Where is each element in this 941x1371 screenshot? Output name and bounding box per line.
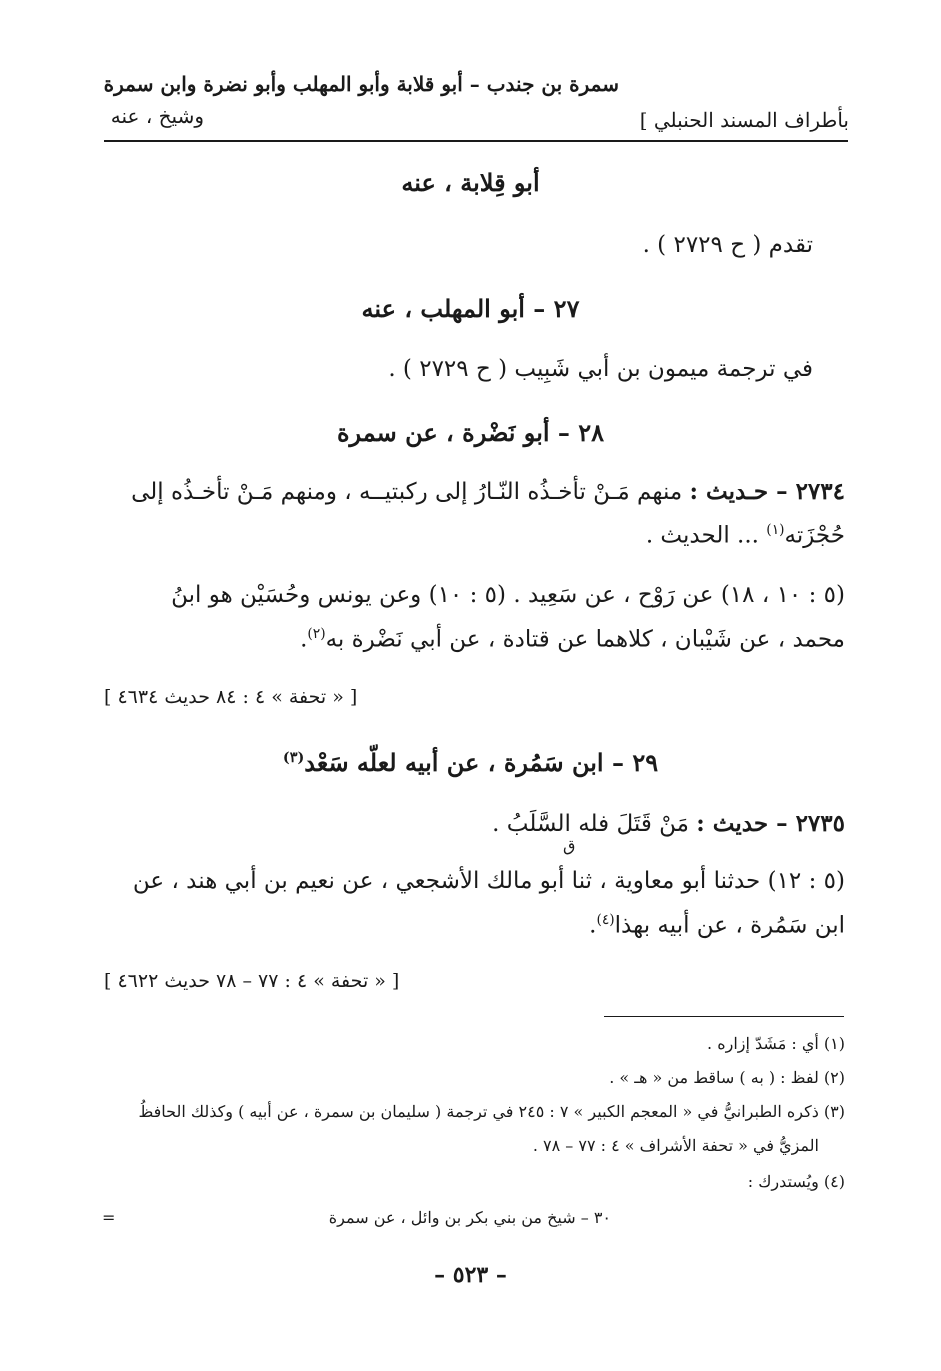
footnote-4-text: ويُستدرك :	[747, 1172, 819, 1191]
footnote-1	[707, 1034, 845, 1053]
hadith-2734-text-line1: منهم مَـنْ تأخـذُه النّـارُ إلى ركبتيــه ، ومنهم مَـنْ تأخـذُه إلى	[131, 479, 683, 505]
page-number: – ٥٢٣ –	[434, 1262, 507, 1288]
section-body-abu-qilaba: تقدم ( ح ٢٧٢٩ ) .	[642, 232, 813, 258]
footnote-3	[138, 1102, 845, 1121]
header-title-line1: سمرة بن جندب – أبو قلابة وأبو المهلب وأبو نضرة وابن سمرة	[103, 72, 619, 96]
footnote-ref-4: (٤)	[596, 912, 615, 928]
hadith-2735-isnad-line1: (٥ : ١٢) حدثنا أبو معاوية ، ثنا أبو مالك الأشجعي ، عن نعيم بن أبي هند ، عن	[132, 868, 845, 894]
section-heading-29	[0, 748, 941, 777]
footnote-4	[748, 1172, 845, 1191]
hadith-2734-isnad-line1: (٥ : ١٠ ، ١٨) عن رَوْح ، عن سَعِيد . (٥ : ١٠) وعن يونس وحُسَيْن هو ابنُ	[171, 582, 845, 608]
footnote-continuation-entry: ٣٠ – شيخ من بني بكر بن وائل ، عن سمرة	[328, 1208, 611, 1227]
hadith-2734-isnad-line2	[300, 626, 845, 653]
hadith-2735-marginal-mark: ق	[563, 836, 576, 855]
hadith-2735-line	[492, 810, 845, 837]
header-book-title: بأطراف المسند الحنبلي ]	[639, 108, 849, 132]
footnote-4-number: (٤)	[823, 1172, 845, 1191]
footnote-2-number: (٢)	[823, 1068, 845, 1087]
hadith-2734-tuhfa-ref: [ « تحفة » ٤ : ٨٤ حديث ٤٦٣٤ ]	[104, 686, 358, 708]
footnote-3-number: (٣)	[823, 1102, 845, 1121]
footnote-3-continuation: المزيُّ في « تحفة الأشراف » ٤ : ٧٧ – ٧٨ .	[532, 1136, 819, 1155]
hadith-2734-isnad-text: محمد ، عن شَيْبان ، كلاهما عن قتادة ، عن أبي نَضْرة به	[325, 626, 845, 653]
footnote-2-text: لفظ : ( به ) ساقط من « هـ » .	[609, 1068, 819, 1087]
section-body-27: في ترجمة ميمون بن أبي شَبِيب ( ح ٢٧٢٩ ) .	[388, 356, 813, 382]
hadith-2734-line1	[101, 478, 845, 505]
section-heading-28: ٢٨ – أبو نَضْرة ، عن سمرة	[336, 418, 605, 447]
hadith-2734-line2	[646, 522, 845, 549]
section-heading-abu-qilaba: أبو قِلابة ، عنه	[401, 168, 540, 197]
hadith-2735-text: مَنْ قَتَلَ فله السَّلَبُ .	[492, 811, 689, 837]
hadith-2734-text-line2: حُجْزَته	[784, 522, 845, 549]
continuation-mark: =	[102, 1208, 116, 1227]
section-heading-27: ٢٧ – أبو المهلب ، عنه	[361, 294, 580, 323]
footnote-ref-2: (٢)	[307, 626, 326, 642]
hadith-2735-isnad-end: .	[589, 912, 597, 939]
section-29-title: ٢٩ – ابن سَمُرة ، عن أبيه لعلّه سَعْد	[304, 748, 659, 777]
hadith-2734-isnad-end: .	[300, 626, 308, 653]
footnote-2	[609, 1068, 845, 1087]
footnote-separator	[604, 1016, 844, 1017]
header-title-line2: وشيخ ، عنه	[110, 104, 204, 128]
footnote-ref-3: (٣)	[282, 749, 305, 766]
hadith-2734-label: ٢٧٣٤ – حـديث :	[689, 478, 845, 505]
hadith-2735-isnad-line2	[589, 912, 845, 939]
hadith-2735-isnad-text: ابن سَمُرة ، عن أبيه بهذا	[614, 912, 845, 939]
hadith-2734-text-line2-end: ... الحديث .	[645, 522, 759, 549]
footnote-3-text: ذكره الطبرانيُّ في « المعجم الكبير » ٧ : ٢٤٥ في ترجمة ( سليمان بن سمرة ، عن أبيه ) وكذلك الحافظُ	[138, 1102, 819, 1121]
hadith-2735-tuhfa-ref: [ « تحفة » ٤ : ٧٧ – ٧٨ حديث ٤٦٢٢ ]	[104, 970, 400, 992]
footnote-1-text: أي : مَشَدّ إزاره .	[707, 1034, 819, 1053]
header-rule	[104, 140, 848, 142]
footnote-1-number: (١)	[823, 1034, 845, 1053]
hadith-2735-label: ٢٧٣٥ – حديث :	[696, 810, 845, 837]
footnote-ref-1: (١)	[766, 522, 785, 538]
